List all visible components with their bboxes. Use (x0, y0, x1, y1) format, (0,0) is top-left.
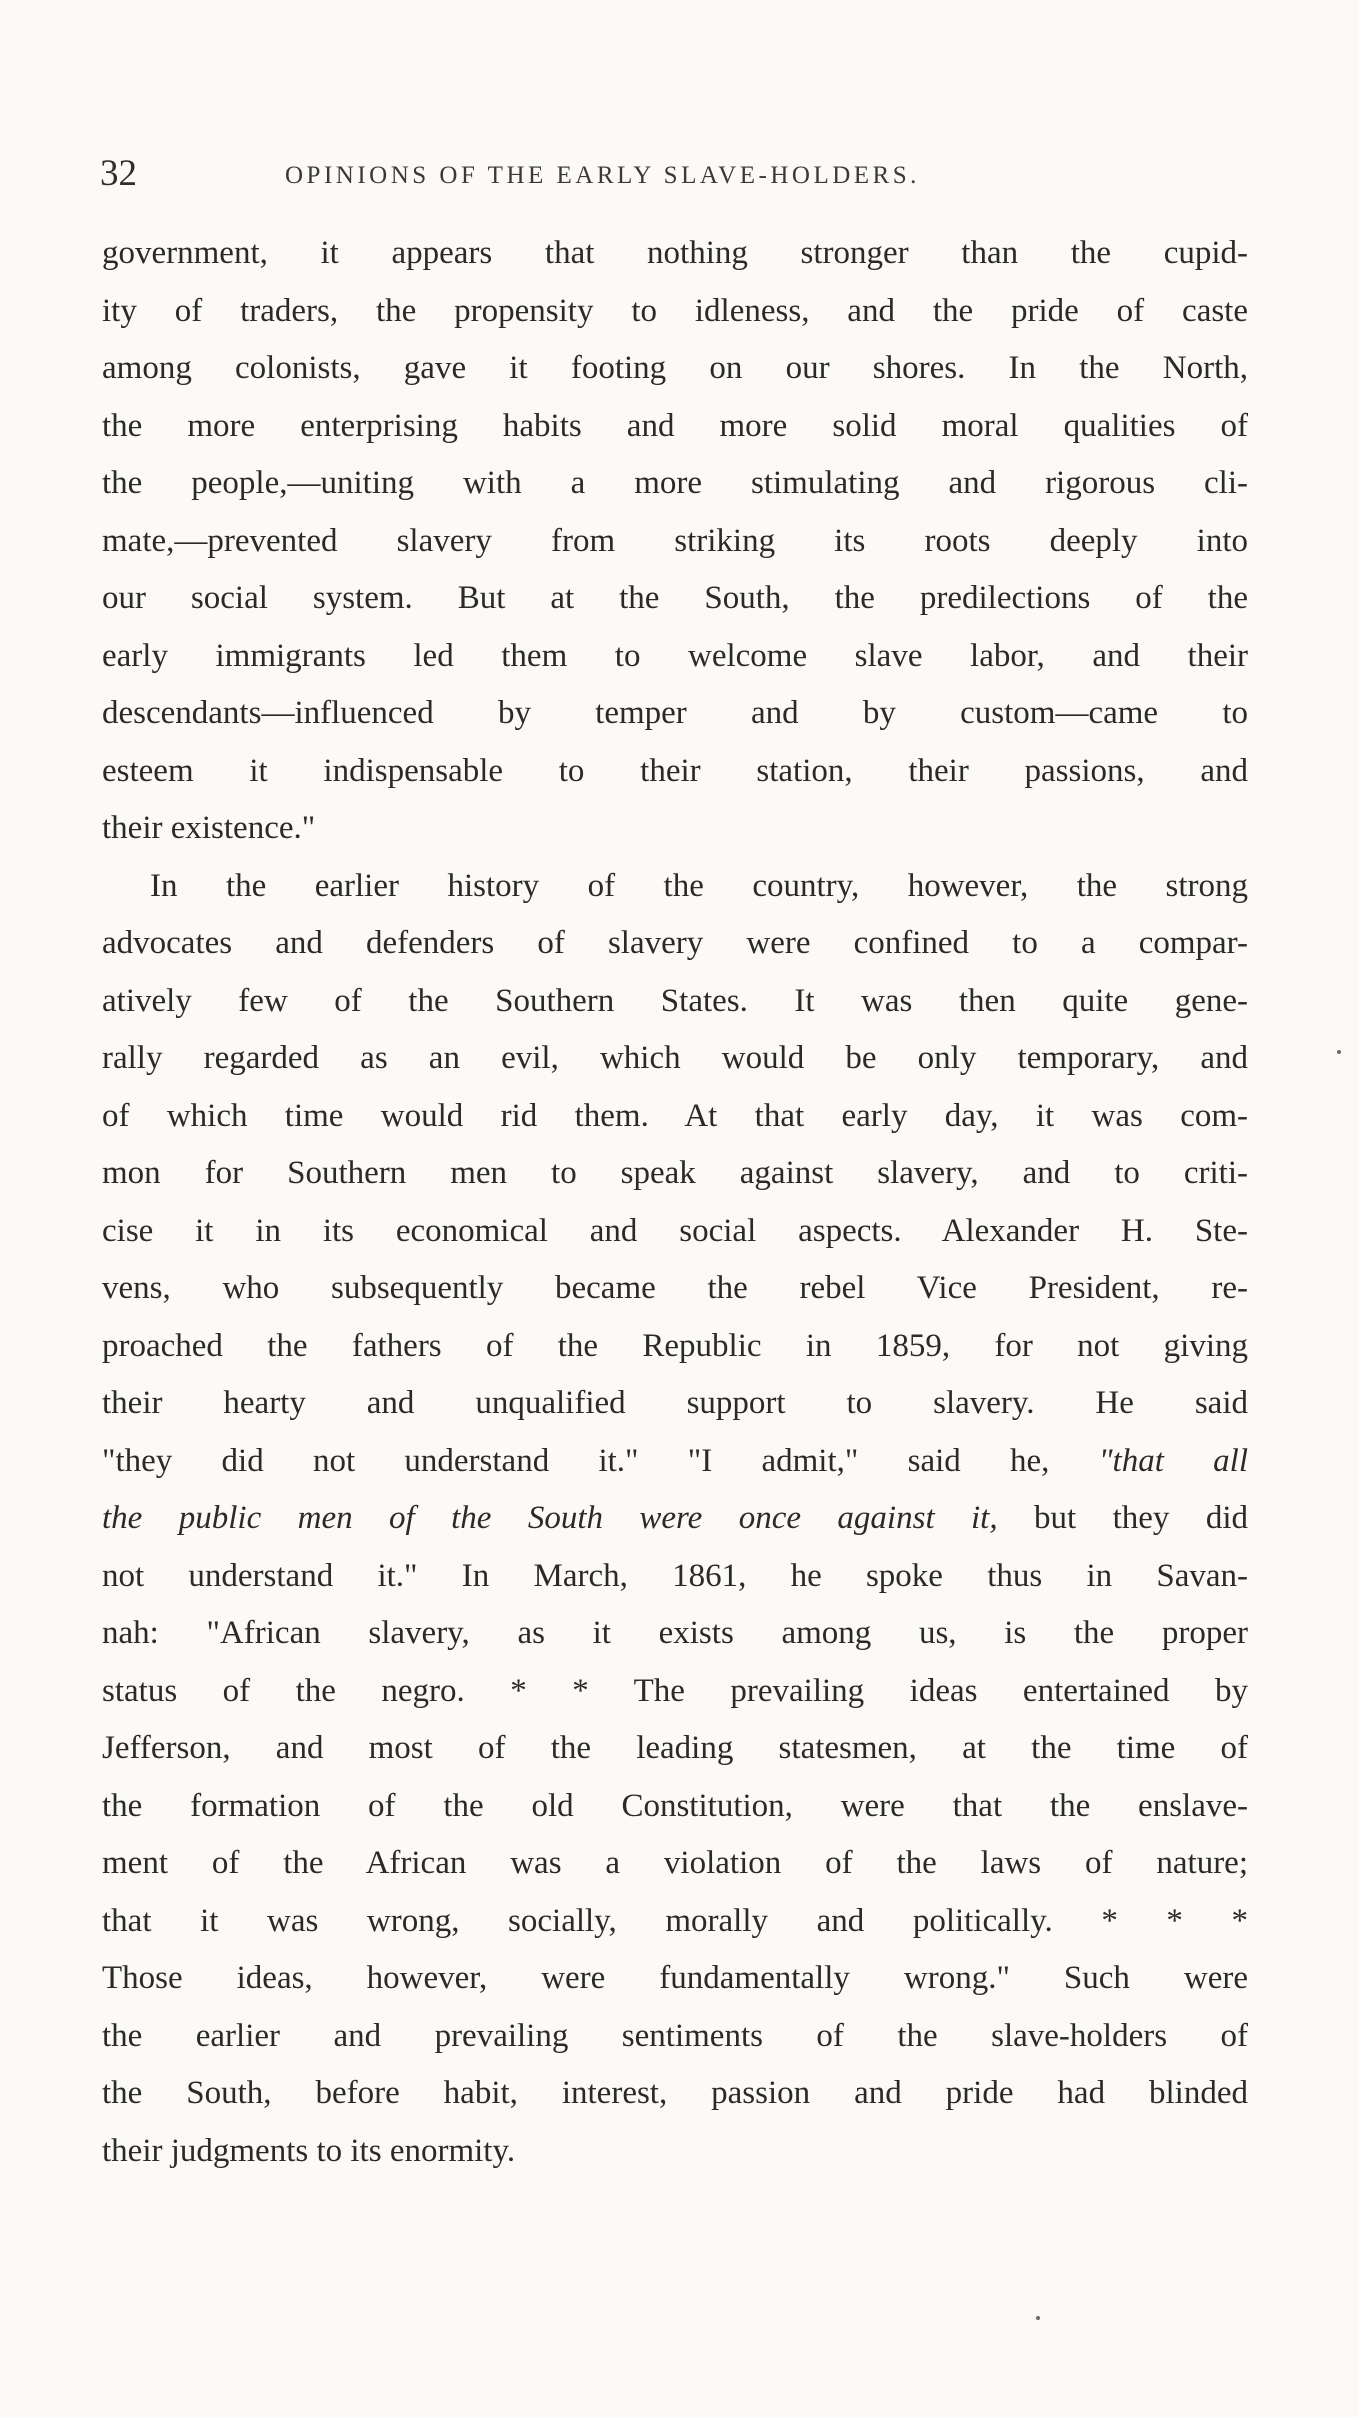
text-line: ity of traders, the propensity to idleness, and the pride of caste (102, 292, 1248, 329)
text-line: In the earlier history of the country, however, the strong (150, 867, 1248, 904)
text-run: but they did (997, 1500, 1248, 1536)
text-line (102, 1433, 1248, 1491)
italic-quote: the public men of the South were once against it, (102, 1500, 998, 1536)
text-line: of which time would rid them. At that early day, it was com- (102, 1097, 1248, 1134)
text-line: that it was wrong, socially, morally and politically. * * * (102, 1902, 1248, 1939)
text-run: "they did not understand it." "I admit," said he, (102, 1442, 1099, 1479)
text-line: descendants—influenced by temper and by custom—came to (102, 695, 1248, 731)
text-line: rally regarded as an evil, which would be only temporary, and (102, 1040, 1248, 1076)
text-line: nah: "African slavery, as it exists among us, is the proper (102, 1615, 1248, 1651)
text-line: our social system. But at the South, the predilections of the (102, 580, 1248, 616)
text-line: Jefferson, and most of the leading statesmen, at the time of (102, 1730, 1248, 1766)
italic-quote: "that all (1098, 1442, 1248, 1479)
page-header (100, 152, 1250, 202)
text-line: government, it appears that nothing stronger than the cupid- (102, 235, 1248, 271)
paper-speck (1337, 1050, 1341, 1054)
text-line: not understand it." In March, 1861, he spoke thus in Savan- (102, 1557, 1248, 1594)
text-line: the more enterprising habits and more solid moral qualities of (102, 407, 1248, 444)
text-line: status of the negro. * * The prevailing ideas entertained by (102, 1672, 1248, 1709)
text-line: among colonists, gave it footing on our shores. In the North, (102, 350, 1248, 386)
paragraph-2 (102, 858, 1248, 2181)
text-line (102, 1490, 1248, 1548)
text-line: Those ideas, however, were fundamentally wrong." Such were (102, 1960, 1248, 1996)
paragraph-1 (102, 225, 1248, 858)
text-line: atively few of the Southern States. It was then quite gene- (102, 982, 1248, 1019)
text-line: vens, who subsequently became the rebel Vice President, re- (102, 1270, 1248, 1306)
text-line: advocates and defenders of slavery were confined to a compar- (102, 925, 1248, 961)
text-line: esteem it indispensable to their station, their passions, and (102, 752, 1248, 789)
body-text (102, 225, 1248, 2180)
text-line: early immigrants led them to welcome slave labor, and their (102, 637, 1248, 674)
text-line: ment of the African was a violation of the laws of nature; (102, 1845, 1248, 1881)
text-line: the South, before habit, interest, passion and pride had blinded (102, 2075, 1248, 2111)
page-number: 32 (100, 153, 137, 194)
text-line: the people,—uniting with a more stimulating and rigorous cli- (102, 465, 1248, 501)
text-line: proached the fathers of the Republic in 1859, for not giving (102, 1327, 1248, 1364)
text-line: their hearty and unqualified support to slavery. He said (102, 1385, 1248, 1421)
text-line: the formation of the old Constitution, were that the enslave- (102, 1787, 1248, 1824)
text-line: their judgments to its enormity. (102, 2132, 516, 2169)
paper-speck (1036, 2316, 1040, 2320)
text-line: cise it in its economical and social aspects. Alexander H. Ste- (102, 1212, 1248, 1249)
text-line: mon for Southern men to speak against slavery, and to criti- (102, 1155, 1248, 1191)
text-line: their existence." (102, 810, 316, 846)
text-line: mate,—prevented slavery from striking its roots deeply into (102, 522, 1248, 559)
running-head: OPINIONS OF THE EARLY SLAVE-HOLDERS. (285, 162, 920, 189)
text-line: the earlier and prevailing sentiments of the slave-holders of (102, 2017, 1248, 2054)
